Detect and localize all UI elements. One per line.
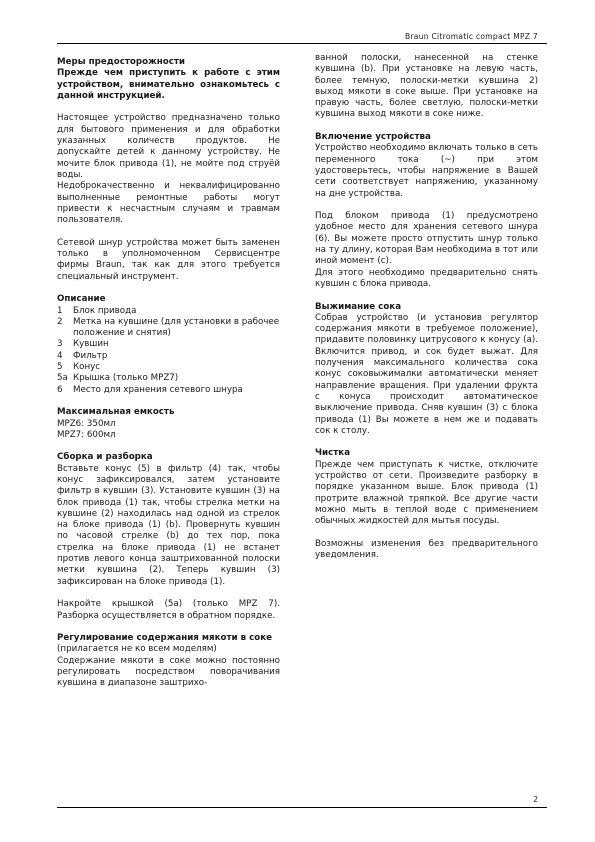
left-column: [57, 57, 280, 690]
list-item: 3 Кувшин: [57, 339, 109, 350]
description-section: [57, 294, 280, 396]
juicing-section: [315, 302, 538, 438]
footer-divider: [57, 807, 547, 808]
switch-on-heading: Включение устройства: [315, 132, 431, 143]
capacity-line: MPZ6: 350мл: [57, 418, 116, 429]
list-item: 6 Место для хранения сетевого шнура: [57, 384, 243, 395]
header-divider: [57, 43, 547, 44]
switch-on-paragraph: Устройство необходимо включать только в сеть переменного тока (~) при этом удостоверьтесь, чтобы напряжение в Вашей сети соответствует напряжению, указанному на дне устройства.: [315, 143, 538, 199]
list-item: 1 Блок привода: [57, 305, 137, 316]
juicing-heading: Выжимание сока: [315, 301, 402, 312]
precautions-paragraph: Настоящее устройство предназначено только для бытового применения и для обработки указанных количеств продуктов. Не допускайте детей к данному устройству. Не мочите блок привода (1), не мойте под струёй воды.: [57, 113, 280, 180]
switch-on-paragraph: Под блоком привода (1) предусмотрено удобное место для хранения сетевого шнура (6). Вы можете просто отпустить шнур только на ту длину, которая Вам необходима в тот или иной момент (с).: [315, 211, 538, 267]
pulp-paragraph: Содержание мякоти в соке можно постоянно регулировать посредством поворачивания кувшина в диапазоне заштрихо-: [57, 655, 280, 689]
capacity-line: MPZ7: 600мл: [57, 429, 116, 440]
parts-list: [57, 306, 280, 396]
list-item: 5 Конус: [57, 362, 101, 373]
pulp-note: (прилагается не ко всем моделям): [57, 644, 217, 655]
capacity-section: [57, 407, 280, 441]
switch-on-paragraph: Для этого необходимо предварительно снять кувшин с блока привода.: [315, 267, 538, 289]
cleaning-paragraph: Возможны изменения без предварительного уведомления.: [315, 538, 538, 561]
switch-on-section: [315, 132, 538, 290]
precautions-paragraph: Сетевой шнур устройства может быть заменен только в уполномоченном Сервисцентре фирмы Braun, так как для этого требуется специальный инструмент.: [57, 237, 280, 282]
assembly-paragraph: Накройте крышкой (5a) (только MPZ 7). Разборка осуществляется в обратном порядке.: [57, 599, 280, 621]
cleaning-heading: Чистка: [315, 448, 351, 459]
list-item: 4 Фильтр: [57, 350, 108, 361]
assembly-heading: Сборка и разборка: [57, 452, 153, 463]
cleaning-section: [315, 448, 538, 561]
precautions-intro: Прежде чем приступить к работе с этим устройством, внимательно ознакомьтесь с данной инструкцией.: [57, 68, 280, 101]
juicing-paragraph: Собрав устройство (и установив регулятор содержания мякоти в требуемое положение), придавите половинку цитрусового к конусу (а). Включится привод, и сок будет выжат. Для получения максимального количества сока конус соковыжималки автоматически меняет направление вращения. При удалении фрукта с конуса происходит автоматическое выключение привода. Сняв кувшин (3) с блока привода (1) Вы можете в нем же и подавать сок к столу.: [315, 312, 538, 436]
pulp-section: [57, 633, 280, 689]
assembly-section: [57, 452, 280, 621]
assembly-paragraph: Вставьте конус (5) в фильтр (4) так, чтобы конус зафиксировался, затем установите фильтр в кувшин (3). Установите кувшин (3) на блок привода (1) так, чтобы стрелка метки на кувшине (2) находилась над одной из стрелок на блоке привода (1) (b). Провернуть кувшин по часовой стрелке (b) до тех пор, пока стрелка на блоке привода (1) не встанет против левого конца заштрихованной полоски метки кувшина (2). Теперь кувшин (3) зафиксирован на блоке привода (1).: [57, 463, 280, 587]
right-column: [315, 53, 538, 561]
pulp-heading: Регулирование содержания мякоти в соке: [57, 633, 273, 644]
precautions-heading: Меры предосторожности: [57, 57, 185, 67]
pulp-paragraph-continued: ванной полоски, нанесенной на стенке кувшина (b). При установке на левую часть, более темную, полоски-метки кувшина 2) выход мякоти в соке выше. При установке на правую часть, более светлую, полоски-метки кувшина выход мякоти в соке ниже.: [315, 53, 538, 120]
description-heading: Описание: [57, 294, 106, 305]
list-item: 2 Метка на кувшине (для установки в рабочее положение и снятия): [57, 316, 280, 339]
header-title: Braun Citromatic compact MPZ 7: [404, 32, 538, 41]
precautions-paragraph: Недоброкачественно и неквалифицированно выполненные ремонтные работы могут привести к несчастным случаям и травмам пользователя.: [57, 181, 280, 226]
capacity-heading: Максимальная емкость: [57, 407, 175, 418]
cleaning-paragraph: Прежде чем приступать к чистке, отключите устройство от сети. Произведите разборку в порядке указанном выше. Блок привода (1) протрите влажной тряпкой. Все другие части можно мыть в теплой воде с применением обычных жидкостей для мытья посуды.: [315, 459, 538, 527]
page-number: 2: [533, 795, 538, 804]
list-item: 5a Крышка (только MPZ7): [57, 373, 179, 384]
